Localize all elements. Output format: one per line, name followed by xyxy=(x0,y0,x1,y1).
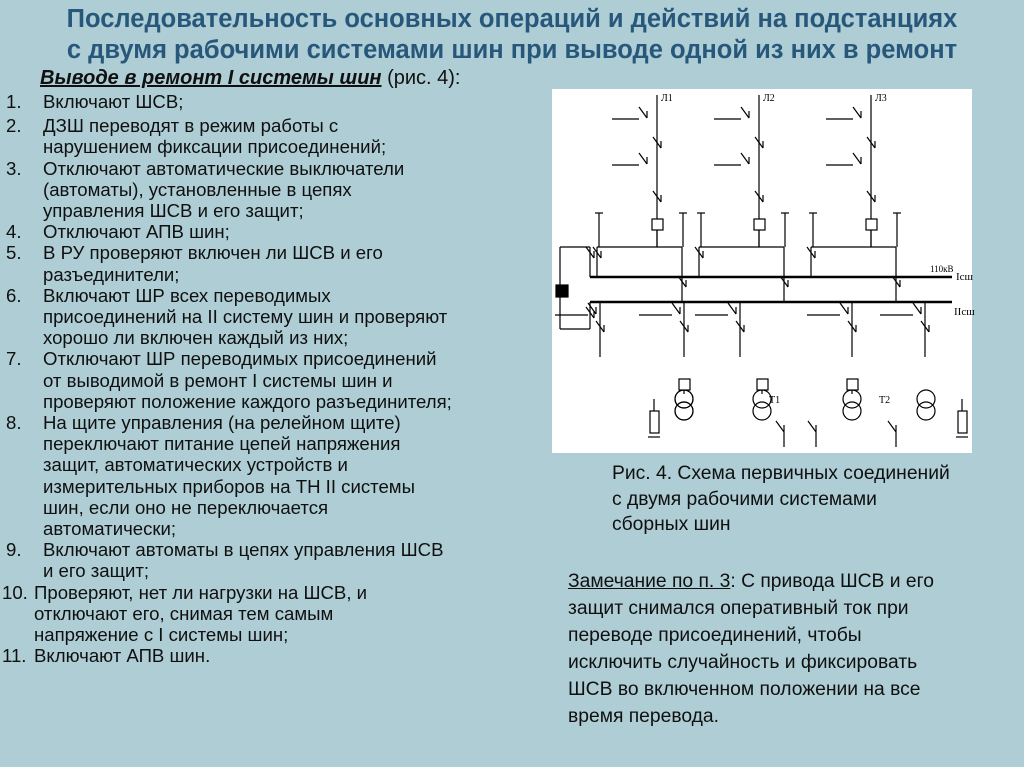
list-item xyxy=(2,645,554,666)
transformer-label: Т1 xyxy=(769,395,781,406)
list-item xyxy=(2,348,554,412)
step-number: 6. xyxy=(6,284,22,306)
schematic-figure xyxy=(552,89,975,453)
step-text: В РУ проверяют включен ли ШСВ и его разъединители; xyxy=(43,242,383,285)
feeder-breaker xyxy=(652,219,663,230)
list-item xyxy=(2,115,554,157)
transformer-label: Т2 xyxy=(879,395,891,406)
coupler-breaker xyxy=(556,285,568,297)
transformer-breaker xyxy=(847,379,858,390)
bus-schematic xyxy=(552,89,975,453)
line-label: Л1 xyxy=(661,93,673,104)
section-subtitle xyxy=(40,66,460,90)
step-number: 2. xyxy=(6,115,22,137)
list-item xyxy=(2,285,554,349)
transformer-breaker xyxy=(757,379,768,390)
step-number: 5. xyxy=(6,242,22,264)
remark-heading: Замечание по п. 3 xyxy=(568,571,731,592)
step-text: Проверяют, нет ли нагрузки на ШСВ, и отключают его, снимая тем самым напряжение с I системы шин; xyxy=(34,581,368,646)
step-text: Включают ШСВ; xyxy=(43,91,184,112)
feeder-breaker xyxy=(866,219,877,230)
voltage-label: 110кВ xyxy=(930,264,954,274)
remark xyxy=(568,568,1018,730)
step-text: Включают ШР всех переводимых присоединений на II систему шин и проверяют хорошо ли включен каждый из них; xyxy=(43,284,448,349)
slide-title: Последовательность основных операций и действий на подстанциях с двумя рабочими системами шин при выводе одной из них в ремонт xyxy=(66,5,958,64)
list-item xyxy=(2,412,554,539)
list-item xyxy=(2,242,554,284)
step-number: 10. xyxy=(2,581,28,603)
list-item xyxy=(2,582,554,646)
feeder-breaker xyxy=(754,219,765,230)
subtitle-emphasis: Выводе в ремонт I системы шин xyxy=(40,67,382,89)
step-number: 9. xyxy=(6,539,22,561)
step-number: 7. xyxy=(6,348,22,370)
steps-list xyxy=(2,91,554,666)
step-number: 8. xyxy=(6,412,22,434)
step-text: Отключают автоматические выключатели (автоматы), установленные в цепях управления ШСВ и его защит; xyxy=(43,157,405,222)
list-item xyxy=(2,221,554,242)
step-text: На щите управления (на релейном щите) переключают питание цепей напряжения защит, автоматических устройств и измерительных приборов на ТН II системы шин, если оно не переключается автоматически; xyxy=(43,412,415,540)
step-text: Включают автоматы в цепях управления ШСВ и его защит; xyxy=(43,539,444,582)
bus-1-label: Iсш xyxy=(956,271,974,283)
step-text: Включают АПВ шин. xyxy=(34,645,211,667)
step-number: 1. xyxy=(6,91,22,112)
list-item xyxy=(2,91,554,112)
list-item xyxy=(2,158,554,222)
step-text: Отключают АПВ шин; xyxy=(43,221,230,243)
step-number: 11. xyxy=(2,645,27,667)
step-number: 4. xyxy=(6,221,22,243)
transformer-breaker xyxy=(679,379,690,390)
subtitle-rest: (рис. 4): xyxy=(381,67,461,89)
step-text: ДЗШ переводят в режим работы с нарушением фиксации присоединений; xyxy=(43,115,387,158)
figure-caption: Рис. 4. Схема первичных соединений с двумя рабочими системами сборных шин xyxy=(612,463,950,535)
step-text: Отключают ШР переводимых присоединений от выводимой в ремонт I системы шин и проверяют положение каждого разъединителя; xyxy=(43,348,452,412)
fuse-left xyxy=(650,411,659,433)
list-item xyxy=(2,539,554,581)
line-label: Л2 xyxy=(763,93,775,104)
step-number: 3. xyxy=(6,157,22,179)
bus-2-label: IIсш xyxy=(954,306,975,318)
fuse-right xyxy=(958,411,967,433)
line-label: Л3 xyxy=(875,93,887,104)
remark-body: : С привода ШСВ и его защит снимался оперативный ток при переводе присоединений, чтобы исключить случайность и фиксировать ШСВ во включенном положении на все время перевода. xyxy=(568,571,934,727)
